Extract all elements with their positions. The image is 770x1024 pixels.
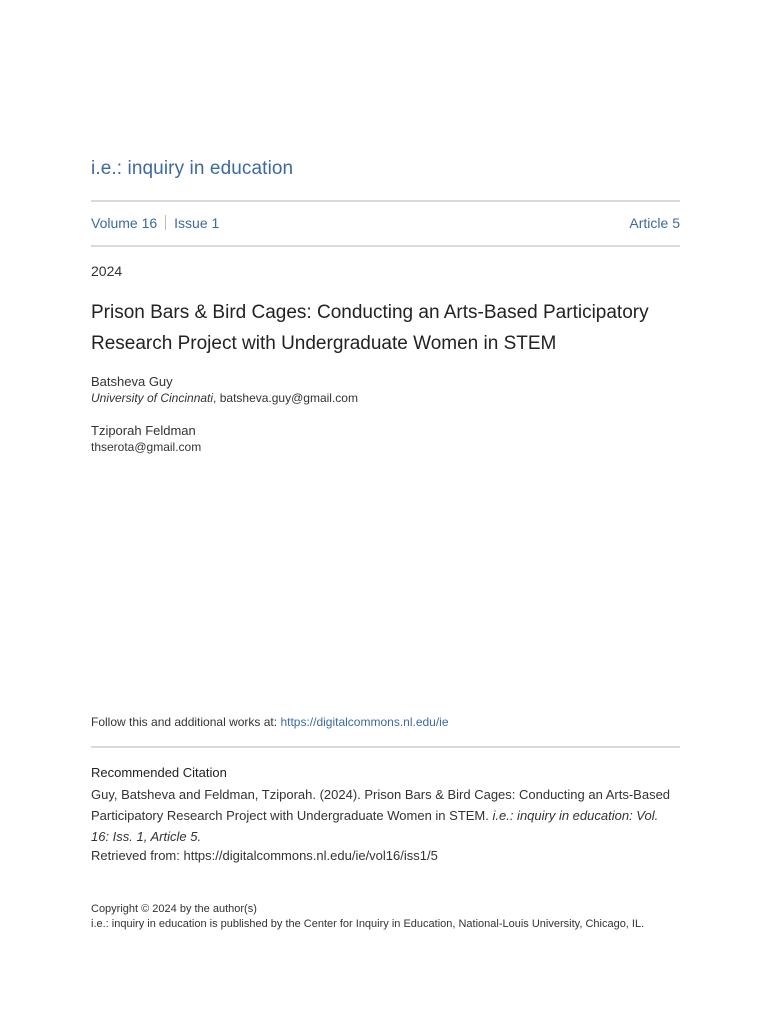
- cover-page: [91, 0, 680, 1024]
- issue-divider: [91, 245, 680, 247]
- citation-body: Guy, Batsheva and Feldman, Tziporah. (2024). Prison Bars & Bird Cages: Conducting an Arts-Based Participatory Research Project with Undergraduate Women in STEM.: [91, 787, 671, 823]
- author-name: Batsheva Guy: [91, 374, 173, 389]
- citation-divider: [91, 746, 680, 748]
- author-institution: University of Cincinnati: [91, 391, 214, 405]
- repository-link[interactable]: https://digitalcommons.nl.edu/ie: [280, 715, 449, 729]
- footer: [91, 902, 644, 932]
- citation-text: [91, 784, 671, 847]
- author-email: , batsheva.guy@gmail.com: [213, 391, 358, 405]
- issue-separator: [165, 215, 166, 230]
- citation-heading: Recommended Citation: [91, 765, 227, 780]
- author-email: thserota@gmail.com: [91, 440, 202, 454]
- citation-source: i.e.: inquiry in education: Vol. 16: Iss. 1, Article 5.: [91, 808, 659, 844]
- publisher-notice: i.e.: inquiry in education is published by the Center for Inquiry in Education, National-Louis University, Chicago, IL.: [91, 918, 645, 930]
- article-number-link[interactable]: Article 5: [629, 215, 680, 231]
- follow-line: [91, 715, 449, 729]
- article-title: Prison Bars & Bird Cages: Conducting an Arts-Based Participatory Research Project with Undergraduate Women in STEM: [91, 302, 649, 354]
- author-name: Tziporah Feldman: [91, 423, 196, 438]
- issue-info-row: [91, 215, 680, 231]
- author-affiliation: [91, 390, 358, 406]
- top-divider: [91, 200, 680, 202]
- issue-link[interactable]: Issue 1: [174, 215, 220, 231]
- copyright-notice: Copyright © 2024 by the author(s): [91, 903, 257, 915]
- volume-link[interactable]: Volume 16: [91, 215, 158, 231]
- citation-retrieved: Retrieved from: https://digitalcommons.nl.edu/ie/vol16/iss1/5: [91, 848, 438, 863]
- author-block: [91, 422, 201, 455]
- publication-year: 2024: [91, 263, 123, 279]
- follow-text: Follow this and additional works at:: [91, 715, 281, 729]
- journal-title[interactable]: i.e.: inquiry in education: [91, 158, 294, 179]
- author-block: [91, 373, 358, 406]
